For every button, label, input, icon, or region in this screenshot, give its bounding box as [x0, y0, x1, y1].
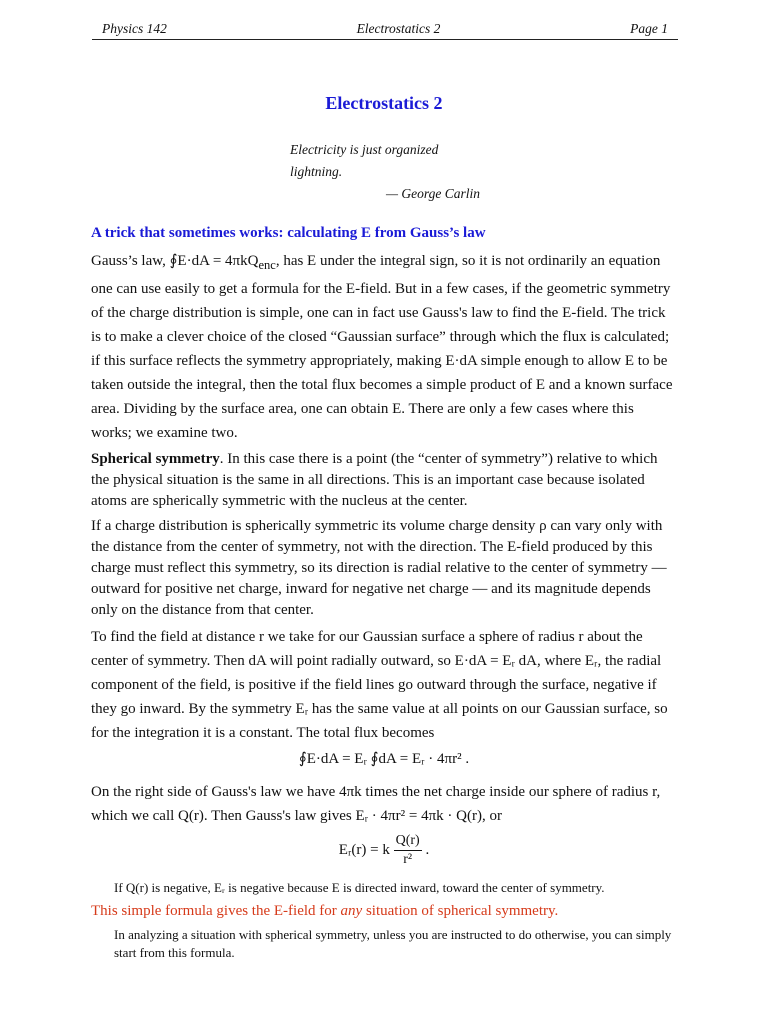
paragraph-charge-distribution: If a charge distribution is spherically symmetric its volume charge density ρ can vary only with the distance from the center of symmetry, not with the direction. The E-field produced by this charge must reflect this symmetry, so its direction is radial relative to the center of symmetry — outward for positive net charge, inward for negative net charge — and its magnitude depends only on the distance from that center. [91, 518, 667, 618]
equation-total-flux: ∮E·dA = Eᵣ ∮dA = Eᵣ · 4πr² . [298, 751, 470, 767]
epigraph-author: — George Carlin [386, 186, 480, 201]
header-rule [92, 39, 678, 40]
spherical-symmetry-heading: Spherical symmetry [91, 451, 220, 467]
paragraph-gauss-result: On the right side of Gauss's law we have 4πk times the net charge inside our sphere of radius r, which we call Q(r). Then Gauss's law gives Eᵣ · 4πr² = 4πk · Q(r), or [91, 784, 661, 824]
page-title: Electrostatics 2 [325, 93, 443, 113]
header-course: Physics 142 [102, 21, 167, 36]
highlight-statement: This simple formula gives the E-field for any situation of spherical symmetry. [91, 903, 559, 919]
note-negative-charge: If Q(r) is negative, Eᵣ is negative because E is directed inward, toward the center of symmetry. [114, 880, 605, 895]
header-page-number: Page 1 [630, 21, 668, 36]
body-text [91, 249, 677, 966]
page-header [102, 21, 668, 37]
paragraph-gauss-law: Gauss’s law, ∮E·dA = 4πkQ$_{enc}$, has E under the integral sign, so it is not ordinarily an equation one can use easily to get a formula for the E-field. But in a few cases, if the geometric symmetry of the charge distribution is simple, one can in fact use Gauss's law to find the E-field. The trick is to make a clever choice of the closed “Gaussian surface” through which the flux is calculated; if this surface reflects the symmetry appropriately, making E·dA simple enough to allow E to be taken outside the integral, then the total flux becomes a simple product of E and a known surface area. Dividing by the surface area, one can obtain E. There are only a few cases where this works; we examine two. [91, 253, 673, 441]
paragraph-gaussian-surface: To find the field at distance r we take for our Gaussian surface a sphere of radius r about the center of symmetry. Then dA will point radially outward, so E·dA = Eᵣ dA, where Eᵣ, the radial component of the field, is positive if the field lines go outward through the surface, negative if they go inward. By the symmetry Eᵣ has the same value at all points on our Gaussian surface, so for the integration it is a constant. The total flux becomes [91, 629, 668, 741]
paragraph-final-advice: In analyzing a situation with spherical symmetry, unless you are instructed to do otherwise, you can simply start from this formula. [114, 927, 672, 960]
epigraph [290, 139, 480, 205]
fraction: $\frac{Q(r)}{\text{r²}}$ [395, 833, 420, 867]
paragraph-spherical-symmetry: Spherical symmetry. In this case there is a point (the “center of symmetry”) relative to which the physical situation is the same in all directions. This is an important case because isolated atoms are spherically symmetric with the nucleus at the center. [91, 451, 658, 509]
header-topic: Electrostatics 2 [356, 21, 441, 36]
section-heading: A trick that sometimes works: calculating E from Gauss’s law [91, 225, 486, 241]
equation-radial-field: Eᵣ(r) = k $\frac{Q(r)}{\text{r²}}$ . [338, 833, 430, 867]
epigraph-quote: Electricity is just organized lightning. [290, 142, 439, 179]
